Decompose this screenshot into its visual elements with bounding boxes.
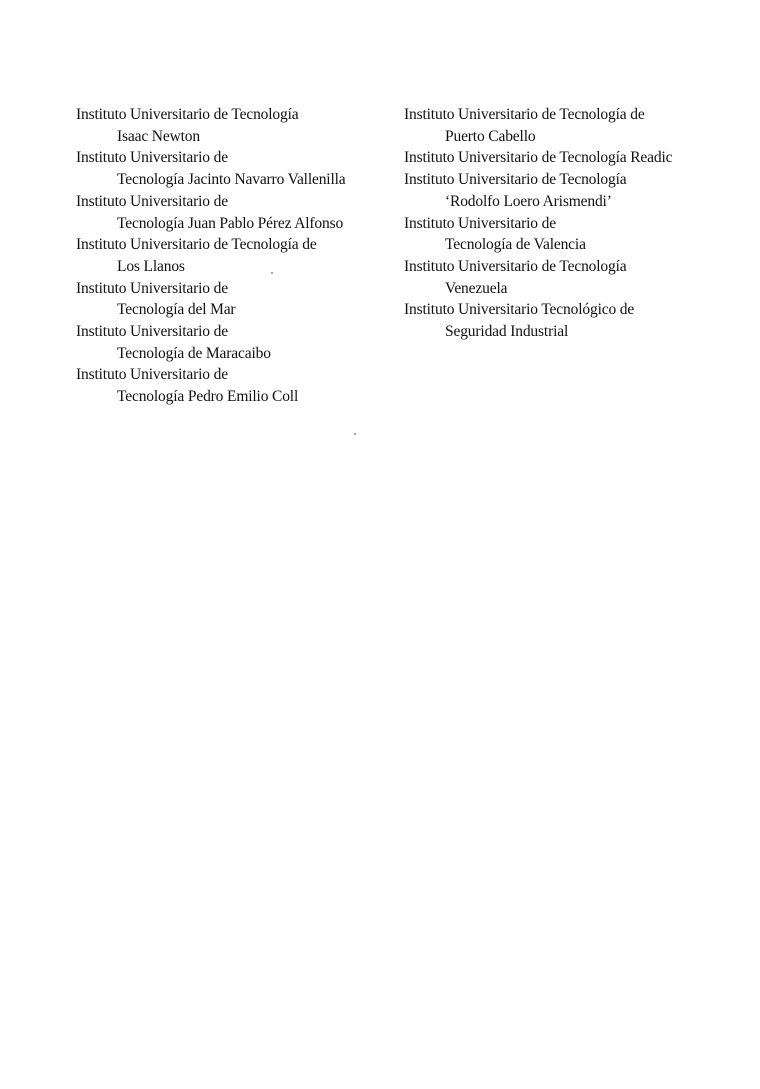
institute-name-line: Instituto Universitario de Tecnología de — [76, 236, 317, 254]
institute-entry — [404, 213, 749, 256]
left-column — [76, 104, 396, 408]
institute-entry — [404, 299, 749, 342]
institute-name-line: Instituto Universitario Tecnológico de — [404, 301, 635, 319]
institute-entry — [76, 104, 396, 147]
institute-name-line: Instituto Universitario de — [404, 214, 556, 232]
institute-name-line: Instituto Universitario de Tecnología Readic — [404, 149, 673, 167]
institute-name-line: Instituto Universitario de Tecnología — [76, 106, 299, 123]
institute-entry — [404, 147, 749, 169]
institute-entry — [404, 256, 749, 299]
institute-name-line: Instituto Universitario de Tecnología — [404, 171, 627, 189]
institute-name-continuation: ‘Rodolfo Loero Arismendi’ — [445, 192, 612, 210]
institute-name-continuation: Los Llanos — [117, 257, 185, 275]
institute-name-continuation: Tecnología Juan Pablo Pérez Alfonso — [117, 214, 344, 232]
institute-name-continuation: Tecnología Pedro Emilio Coll — [117, 388, 299, 406]
institute-name-continuation: Tecnología Jacinto Navarro Vallenilla — [117, 171, 346, 189]
right-column — [404, 104, 749, 343]
institute-name-continuation: Tecnología del Mar — [117, 301, 236, 319]
institute-entry — [76, 191, 396, 234]
institute-entry — [404, 169, 749, 212]
institute-name-continuation: Puerto Cabello — [445, 127, 536, 145]
scan-speck — [354, 433, 356, 435]
scan-speck — [271, 272, 273, 274]
institute-name-continuation: Seguridad Industrial — [445, 323, 569, 341]
institute-entry — [76, 234, 396, 277]
institute-name-line: Instituto Universitario de — [76, 149, 228, 167]
institute-name-continuation: Tecnología de Maracaibo — [117, 344, 271, 362]
institute-entry — [76, 321, 396, 364]
institute-name-line: Instituto Universitario de Tecnología de — [404, 106, 645, 123]
institute-name-line: Instituto Universitario de Tecnología — [404, 257, 627, 275]
institute-name-line: Instituto Universitario de — [76, 366, 228, 384]
institute-entry — [76, 147, 396, 190]
institute-name-line: Instituto Universitario de — [76, 279, 228, 297]
institute-entry — [76, 364, 396, 407]
institute-entry — [76, 278, 396, 321]
institute-entry — [404, 104, 749, 147]
institute-name-continuation: Venezuela — [445, 279, 508, 297]
institute-name-continuation: Isaac Newton — [117, 127, 200, 145]
institute-name-line: Instituto Universitario de — [76, 192, 228, 210]
institute-name-line: Instituto Universitario de — [76, 323, 228, 341]
institute-name-continuation: Tecnología de Valencia — [445, 236, 586, 254]
